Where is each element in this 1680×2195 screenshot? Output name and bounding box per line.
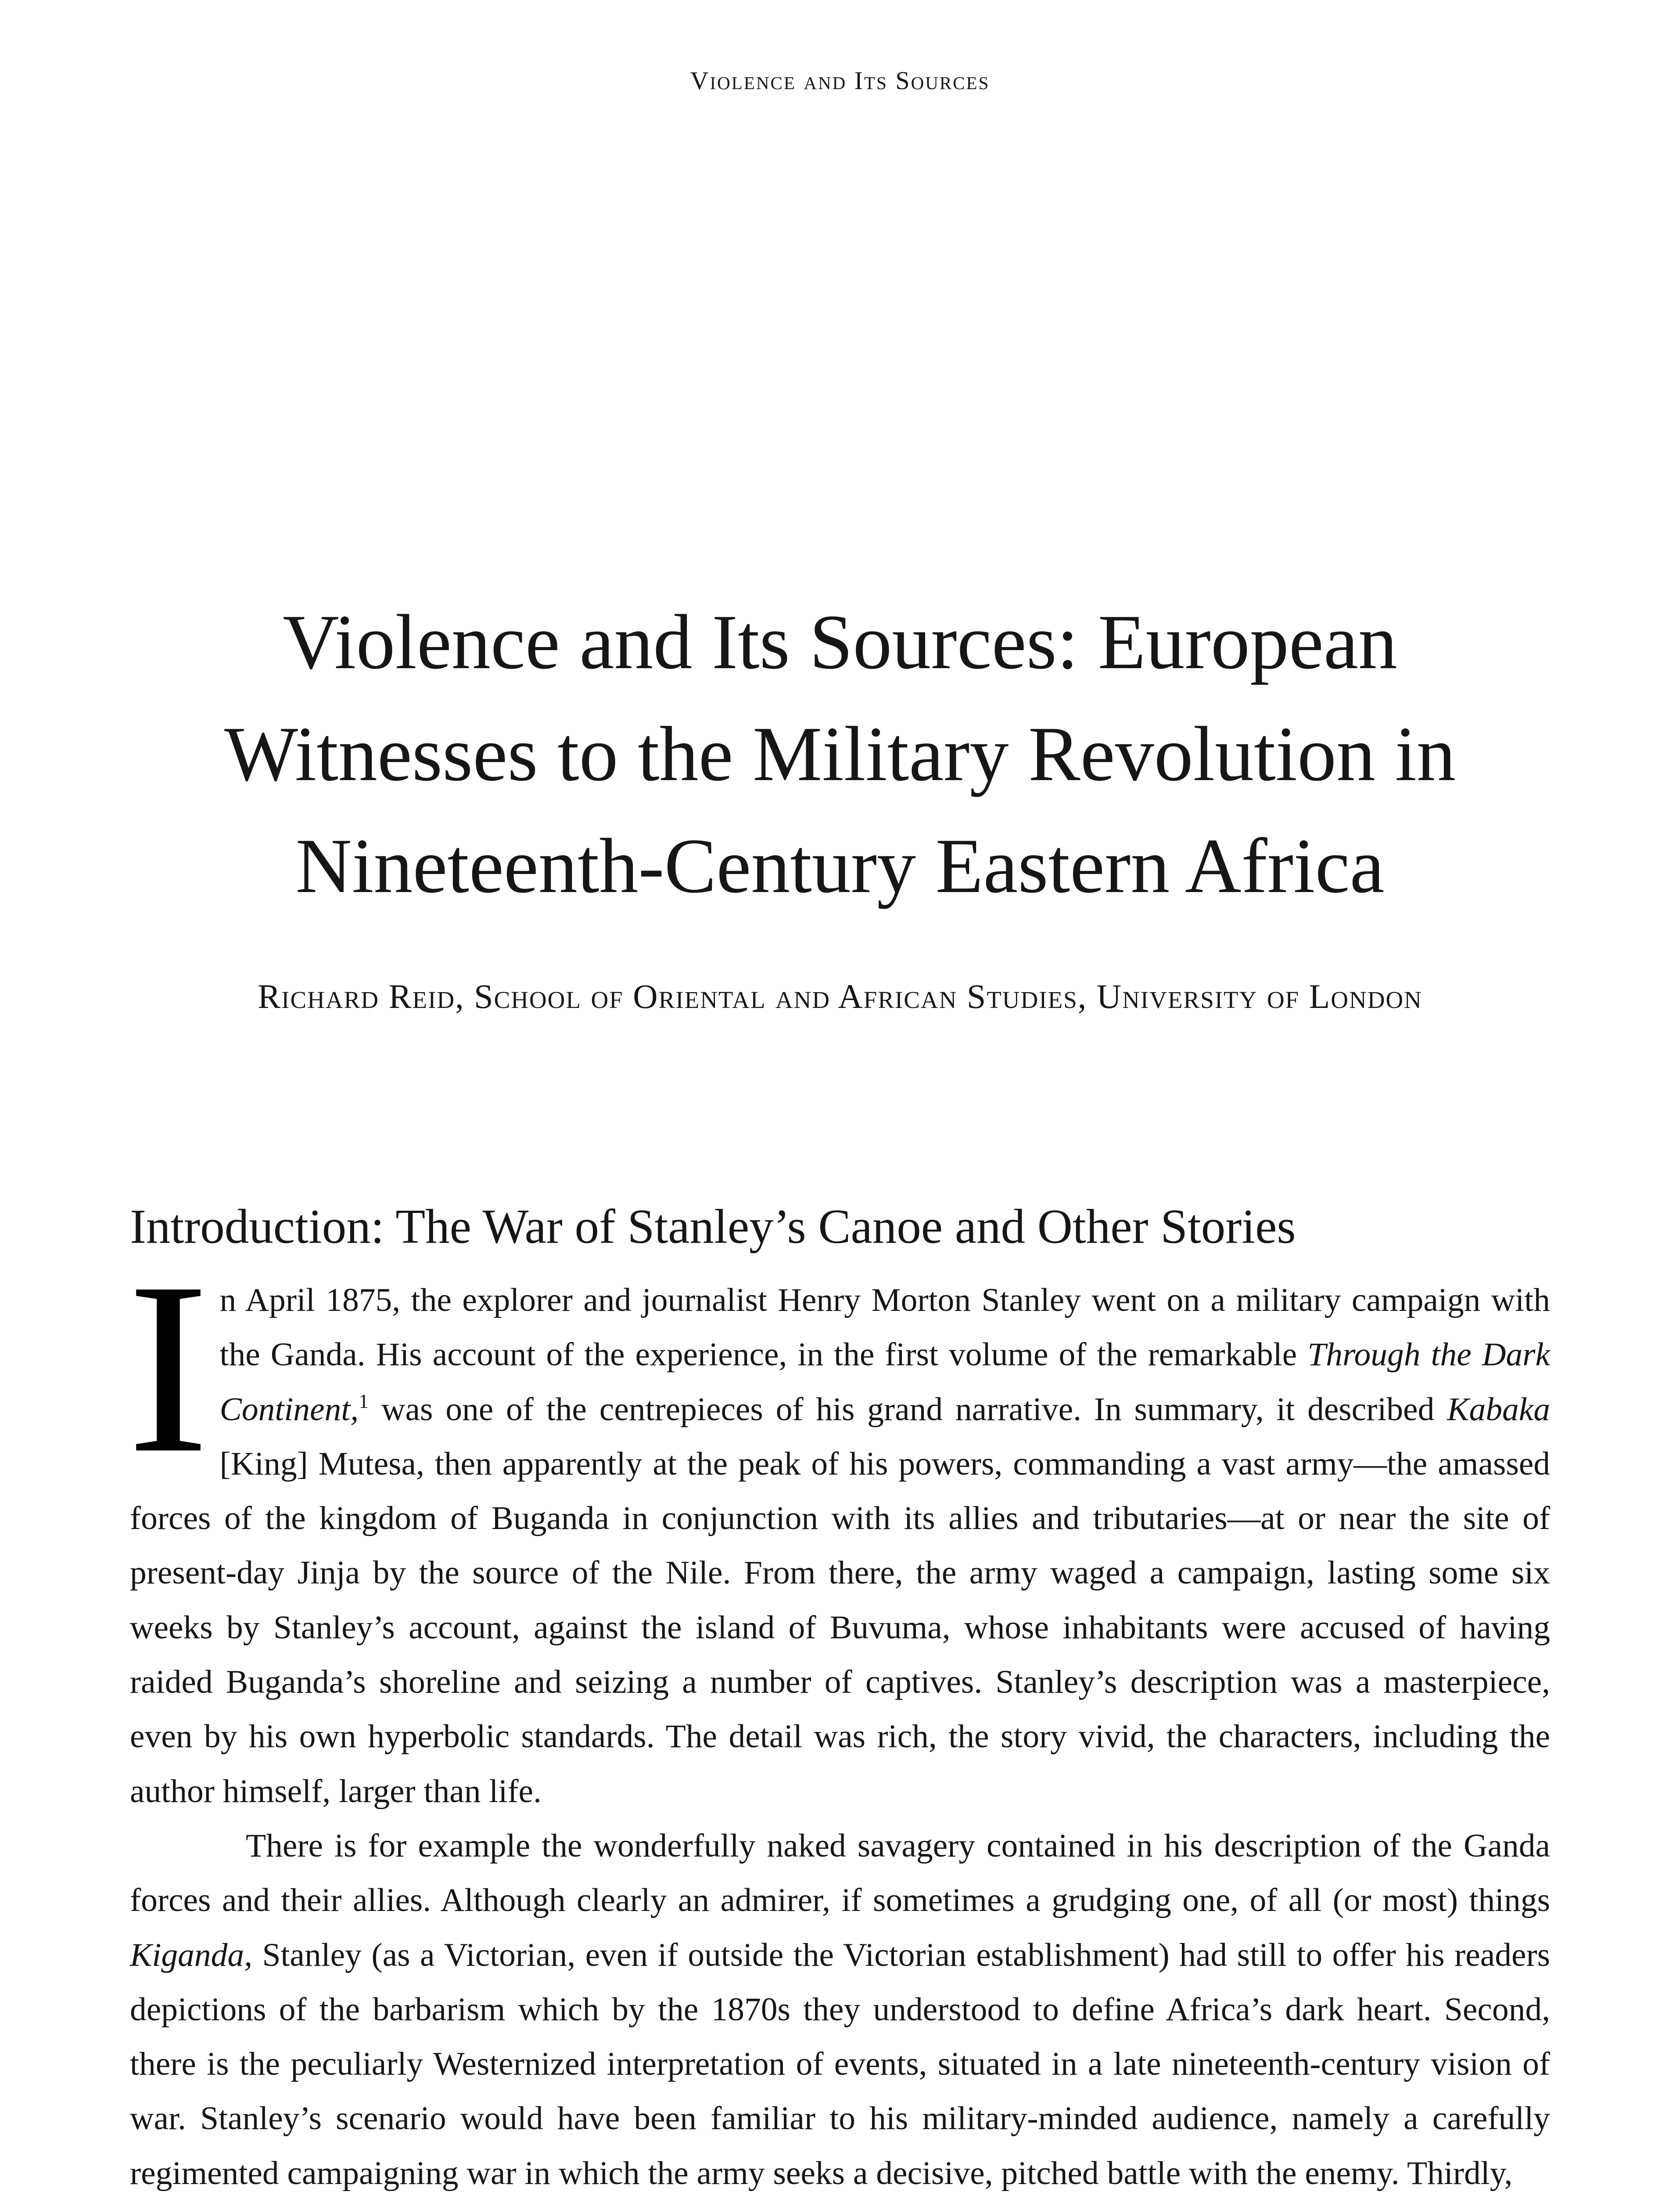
author-byline: Richard Reid, School of Oriental and African Studies, University of London	[258, 977, 1422, 1015]
paragraph-1-text-c: [King] Mutesa, then apparently at the peak of his powers, commanding a vast army—the amassed forces of the kingdom of Buganda in conjunction with its allies and tributaries—at or near the site of present-day Jinja by the source of the Nile. From there, the army waged a campaign, lasting some six weeks by Stanley’s account, against the island of Buvuma, whose inhabitants were accused of having raided Buganda’s shoreline and seizing a number of captives. Stanley’s description was a masterpiece, even by his own hyperbolic standards. The detail was rich, the story vivid, the characters, including the author himself, larger than life.	[130, 1445, 1550, 1810]
paragraph-1-text-a: n April 1875, the explorer and journalist Henry Morton Stanley went on a military campaign with the Ganda. His account of the experience, in the first volume of the remarkable	[219, 1282, 1550, 1373]
section-heading: Introduction: The War of Stanley’s Canoe and Other Stories	[130, 1200, 1296, 1254]
paragraph-2-text-b: Stanley (as a Victorian, even if outside the Victorian establishment) had still to offer his readers depictions of the barbarism which by the 1870s they understood to define Africa’s dark heart. Second, there is the peculiarly Westernized interpretation of events, situated in a late nineteenth-century vision of war. Stanley’s scenario would have been familiar to his military-minded audience, namely a carefully regimented campaigning war in which the army seeks a decisive, pitched battle with the enemy. Thirdly,	[130, 1936, 1550, 2191]
book-title-italic: Through the Dark Continent,	[219, 1336, 1550, 1428]
running-head: Violence and Its Sources	[690, 66, 990, 95]
drop-cap: I	[127, 1232, 209, 1504]
paragraph-1	[127, 1232, 1550, 1819]
footnote-marker: 1	[359, 1389, 369, 1412]
body-text	[127, 1232, 1550, 2195]
article-title: Violence and Its Sources: European Witnesses to the Military Revolution in Nineteenth-Century Eastern Africa	[224, 598, 1456, 909]
paragraph-1-text-b: was one of the centrepieces of his grand narrative. In summary, it described	[369, 1391, 1447, 1428]
kiganda-italic: Kiganda,	[130, 1936, 252, 1973]
paragraph-2	[130, 1819, 1550, 2195]
kabaka-italic: Kabaka	[1447, 1391, 1550, 1428]
paragraph-2-text-a: There is for example the wonderfully naked savagery contained in his description of the Ganda forces and their allies. Although clearly an admirer, if sometimes a grudging one, of all (or most) things	[130, 1827, 1550, 1919]
